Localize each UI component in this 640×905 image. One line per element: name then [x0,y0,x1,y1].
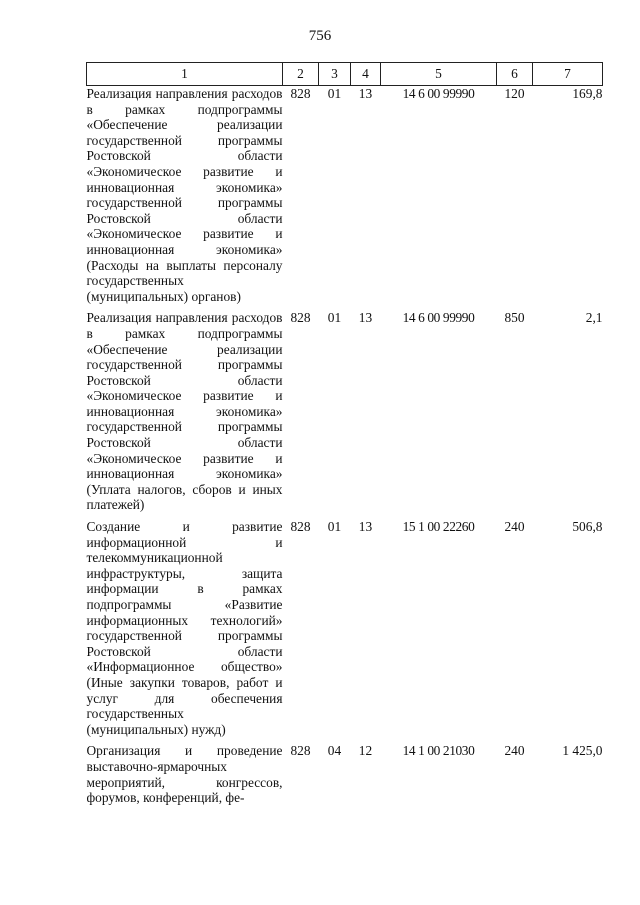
row-ministry: 828 [290,310,311,326]
row-section: 04 [327,743,342,759]
row-section: 01 [327,519,342,535]
row-description: Организация и проведение выставочно-ярмарочных мероприятий, конгрессов, форумов, конференций, фе- [86,743,283,806]
row-subsection: 12 [358,743,373,759]
row-expense-type: 120 [504,86,525,101]
row-section: 01 [327,86,342,101]
row-subsection: 13 [358,519,373,535]
table-row [87,737,603,805]
row-expense-type: 850 [504,310,525,326]
row-amount: 1 425,0 [562,743,603,759]
table-row [87,304,603,513]
column-header-subsection: 4 [351,63,381,86]
column-header-expense-type: 6 [497,63,533,86]
row-ministry: 828 [290,86,311,101]
page-number: 756 [308,28,332,44]
column-header-target-article: 5 [381,63,497,86]
row-section: 01 [327,310,342,326]
row-expense-type: 240 [504,519,525,535]
row-description: Реализация направления расходов в рамках подпрограммы «Обеспечение реализации государственной программы Ростовской области «Экономическое развитие и инновационная экономика» государственной программы Ростовской области «Экономическое развитие и инновационная экономика» (Уплата налогов, сборов и иных платежей) [86,310,283,513]
row-expense-type: 240 [504,743,525,759]
row-subsection: 13 [358,86,373,101]
row-amount: 169,8 [572,86,603,101]
budget-table [86,62,603,806]
table-row [87,86,603,305]
row-target-article: 14 6 00 99990 [402,86,475,101]
row-ministry: 828 [290,743,311,759]
row-description: Создание и развитие информационной и телекоммуникационной инфраструктуры, защита информации в рамках подпрограммы «Развитие информационных технологий» государственной программы Ростовской области «Информационное общество» (Иные закупки товаров, работ и услуг для обеспечения государственных (муниципальных) нужд) [86,519,283,737]
column-header-section: 3 [319,63,351,86]
row-amount: 2,1 [585,310,603,326]
row-amount: 506,8 [572,519,603,535]
row-target-article: 14 1 00 21030 [402,743,475,759]
column-header-amount: 7 [533,63,603,86]
table-row [87,513,603,737]
row-target-article: 14 6 00 99990 [402,310,475,326]
row-subsection: 13 [358,310,373,326]
column-header-ministry: 2 [283,63,319,86]
row-description: Реализация направления расходов в рамках подпрограммы «Обеспечение реализации государственной программы Ростовской области «Экономическое развитие и инновационная экономика» государственной программы Ростовской области «Экономическое развитие и инновационная экономика» (Расходы на выплаты персоналу государственных (муниципальных) органов) [86,86,283,304]
header-row [87,63,603,86]
row-target-article: 15 1 00 22260 [402,519,475,535]
row-ministry: 828 [290,519,311,535]
column-header-description: 1 [87,63,283,86]
